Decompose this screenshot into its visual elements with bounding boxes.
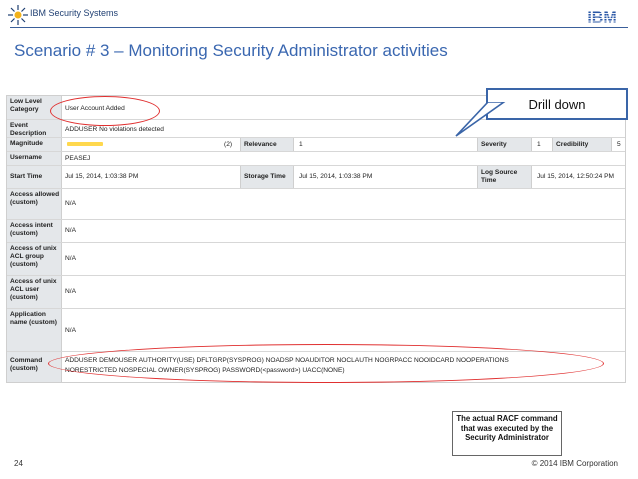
- row-access-intent: [7, 220, 625, 243]
- racf-command-note: The actual RACF command that was executed by the Security Administrator: [452, 411, 562, 456]
- label-application-name: Application name (custom): [7, 309, 62, 351]
- label-username: Username: [7, 152, 62, 165]
- value-access-intent: N/A: [65, 227, 76, 234]
- value-magnitude: (2): [224, 141, 233, 148]
- event-details-screenshot: [6, 95, 626, 383]
- label-storage-time: Storage Time: [240, 166, 294, 188]
- value-command-line-2: NORESTRICTED NOSPECIAL OWNER(SYSPROG) PASSWORD(<password>) UACC(NONE): [65, 367, 345, 374]
- slide-title: Scenario # 3 – Monitoring Security Administrator activities: [14, 41, 448, 60]
- copyright: © 2014 IBM Corporation: [531, 459, 618, 468]
- ibm-security-burst-icon: [7, 4, 29, 26]
- label-access-unix-acl-user: Access of unix ACL user (custom): [7, 276, 62, 308]
- ibm-logo: [579, 9, 625, 24]
- row-start-time: [7, 166, 625, 189]
- value-log-source-time: Jul 15, 2014, 12:50:24 PM: [537, 173, 614, 180]
- row-access-unix-acl-user: [7, 276, 625, 309]
- value-access-unix-acl-group: N/A: [65, 255, 76, 262]
- label-event-description: Event Description: [7, 120, 62, 137]
- label-command: Command (custom): [7, 352, 62, 382]
- label-access-allowed: Access allowed (custom): [7, 189, 62, 219]
- value-low-level-category: User Account Added: [65, 105, 125, 112]
- row-username: [7, 152, 625, 166]
- value-access-allowed: N/A: [65, 200, 76, 207]
- magnitude-bar: [67, 142, 103, 146]
- label-log-source-time: Log Source Time: [477, 166, 532, 188]
- label-start-time: Start Time: [7, 166, 62, 188]
- row-magnitude: [7, 138, 625, 152]
- value-relevance: 1: [299, 141, 303, 148]
- value-command-line-1: ADDUSER DEMOUSER AUTHORITY(USE) DFLTGRP(SYSPROG) NOADSP NOAUDITOR NOCLAUTH NOGRPACC NOOIDCARD NOOPERATIONS: [65, 357, 509, 364]
- value-application-name: N/A: [65, 327, 76, 334]
- value-start-time: Jul 15, 2014, 1:03:38 PM: [65, 173, 139, 180]
- label-access-unix-acl-group: Access of unix ACL group (custom): [7, 243, 62, 275]
- value-username: PEASEJ: [65, 155, 91, 162]
- value-storage-time: Jul 15, 2014, 1:03:38 PM: [299, 173, 373, 180]
- drill-down-callout-text: Drill down: [528, 97, 586, 112]
- label-severity: Severity: [477, 138, 532, 151]
- callout-pointer: [454, 102, 510, 138]
- value-access-unix-acl-user: N/A: [65, 288, 76, 295]
- ibm-logo-text: IBM: [587, 9, 617, 24]
- value-credibility: 5: [617, 141, 621, 148]
- highlight-oval-category: [50, 96, 160, 126]
- value-event-description: ADDUSER No violations detected: [65, 126, 164, 133]
- highlight-oval-command: [48, 344, 604, 383]
- row-access-allowed: [7, 189, 625, 220]
- label-relevance: Relevance: [240, 138, 294, 151]
- row-access-unix-acl-group: [7, 243, 625, 276]
- label-credibility: Credibility: [552, 138, 612, 151]
- label-access-intent: Access intent (custom): [7, 220, 62, 242]
- header-rule: [10, 27, 628, 28]
- page-number: 24: [14, 459, 23, 468]
- label-magnitude: Magnitude: [7, 138, 62, 151]
- value-severity: 1: [537, 141, 541, 148]
- header-brand: IBM Security Systems: [30, 8, 119, 18]
- label-low-level-category: Low Level Category: [7, 96, 62, 119]
